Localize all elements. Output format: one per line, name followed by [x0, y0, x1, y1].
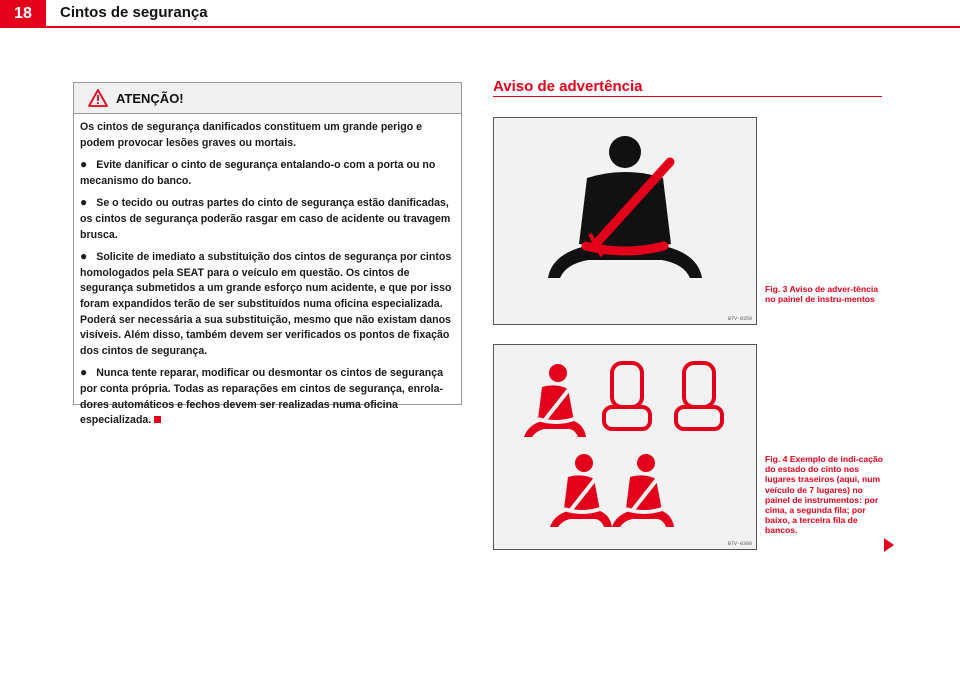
bullet-icon: ● — [80, 365, 88, 380]
warning-bullet — [80, 157, 455, 189]
warning-body — [74, 114, 461, 429]
figure-3-caption: Fig. 3 Aviso de adver-tência no painel de instru-mentos — [765, 284, 879, 305]
warning-bullet-text: Nunca tente reparar, modificar ou desmontar os cintos de segurança por conta própria. Todas as reparações em cintos de segurança, enrola-dores automáticos e fechos devem ser realizadas numa oficina especializada. — [80, 367, 444, 427]
figure-code: B7V-0360 — [727, 541, 752, 547]
end-of-section-mark — [154, 416, 161, 423]
seatbelt-warning-icon — [494, 118, 756, 324]
rear-seat-status-icons — [494, 345, 756, 549]
bullet-icon: ● — [80, 249, 88, 264]
section-rule — [493, 96, 882, 97]
figure-code: B7V-0359 — [727, 316, 752, 322]
warning-bullet — [80, 249, 455, 359]
warning-bullet-text: Se o tecido ou outras partes do cinto de segurança estão danificadas, os cintos de segurança poderão rasgar em caso de acidente ou travagem brusca. — [80, 197, 451, 241]
warning-bullet-text: Evite danificar o cinto de segurança entalando-o com a porta ou no mecanismo do banco. — [80, 159, 436, 187]
figure-rear-seat-status — [493, 344, 757, 550]
figure-4-caption: Fig. 4 Exemplo de indi-cação do estado do cinto nos lugares traseiros (aqui, num veículo de 7 lugares) no painel de instrumentos: por cima, a segunda fila; por baixo, a terceira fila de bancos. — [765, 454, 883, 536]
empty-seat-icon — [676, 363, 722, 429]
warning-bullet-text: Solicite de imediato a substituição dos cintos de segurança por cintos homologados pela SEAT para o veículo em questão. Os cintos de segurança submetidos a um grande esforço num acidente, e que por isso foram expandidos terão de ser substituídos numa oficina especializada. Poderá ser necessária a sua substituição, mesmo que não existam danos visíveis. Além disso, também devem ser verificados os pontos de fixação dos cintos de segurança. — [80, 251, 452, 357]
bullet-icon: ● — [80, 157, 88, 172]
warning-bullet — [80, 365, 455, 428]
bullet-icon: ● — [80, 195, 88, 210]
chapter-title: Cintos de segurança — [60, 4, 208, 21]
warning-triangle-icon — [88, 89, 108, 107]
empty-seat-icon — [604, 363, 650, 429]
warning-intro: Os cintos de segurança danificados constituem um grande perigo e podem provocar lesões graves ou mortais. — [80, 121, 423, 149]
page-number: 18 — [0, 0, 46, 28]
header-rule — [46, 26, 960, 28]
warning-title: ATENÇÃO! — [116, 90, 184, 106]
belted-passenger-icon — [550, 454, 612, 527]
warning-header — [74, 83, 461, 114]
section-title: Aviso de advertência — [493, 78, 643, 95]
belted-passenger-icon — [612, 454, 674, 527]
next-page-arrow-icon[interactable] — [884, 538, 894, 552]
warning-box — [73, 82, 462, 427]
page-header — [0, 0, 960, 28]
warning-bullet — [80, 195, 455, 243]
figure-seatbelt-warning — [493, 117, 757, 325]
belted-passenger-icon — [524, 364, 586, 437]
